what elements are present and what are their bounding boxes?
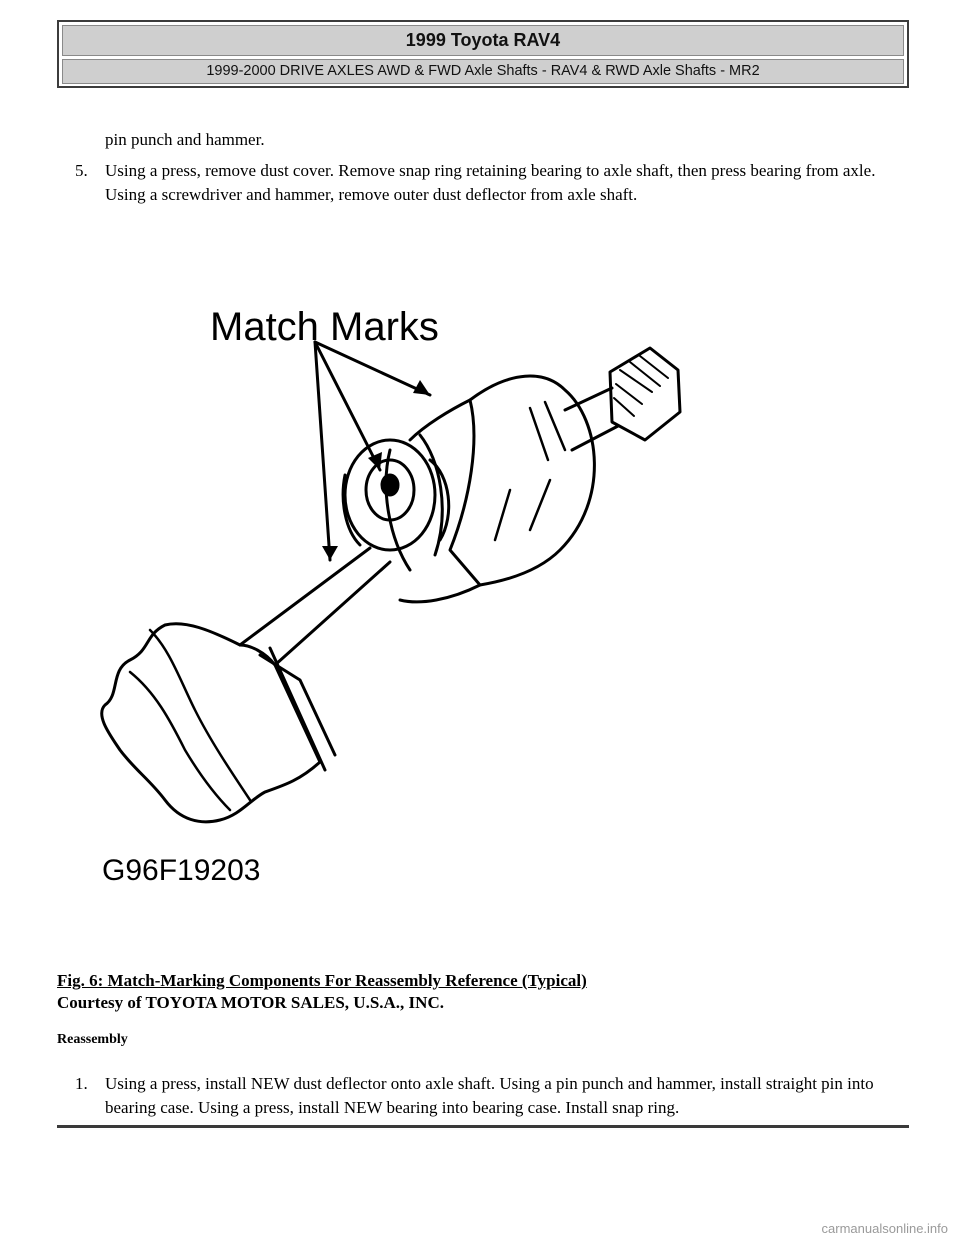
step-1 (75, 1072, 905, 1120)
step-text: Using a press, remove dust cover. Remove snap ring retaining bearing to axle shaft, then press bearing from axle. Using a screwdriver and hammer, remove outer dust deflector from axle shaft. (105, 161, 876, 204)
axle-match-marks-figure (90, 300, 710, 900)
figure-caption-title: Fig. 6: Match-Marking Components For Reassembly Reference (Typical) (57, 971, 587, 990)
figure-courtesy: Courtesy of TOYOTA MOTOR SALES, U.S.A., INC. (57, 993, 444, 1012)
disassembly-steps (75, 159, 895, 207)
callout-arrow-3 (315, 342, 330, 560)
continued-text: pin punch and hammer. (105, 130, 265, 149)
section-heading: Reassembly (57, 1032, 128, 1047)
header-subtitle: 1999-2000 DRIVE AXLES AWD & FWD Axle Shafts - RAV4 & RWD Axle Shafts - MR2 (62, 59, 904, 84)
axle-shaft (240, 548, 390, 665)
callout-arrow-2 (315, 342, 380, 470)
step-number: 1. (75, 1074, 88, 1093)
step-text: Using a press, install NEW dust deflector onto axle shaft. Using a pin punch and hammer, install straight pin into bearing case. Using a press, install NEW bearing into bearing case. Install snap ring. (105, 1074, 874, 1117)
header-title: 1999 Toyota RAV4 (62, 25, 904, 56)
page-header (57, 20, 909, 88)
bottom-divider (57, 1125, 909, 1128)
callout-arrow-1 (315, 342, 430, 395)
figure-code: G96F19203 (102, 854, 261, 887)
step-number: 5. (75, 161, 88, 180)
spline-end (610, 348, 680, 440)
site-watermark: carmanualsonline.info (821, 1221, 948, 1236)
reassembly-steps (75, 1072, 905, 1120)
figure-caption (57, 970, 587, 1014)
step-5 (75, 159, 895, 207)
figure-callout: Match Marks (210, 305, 439, 349)
